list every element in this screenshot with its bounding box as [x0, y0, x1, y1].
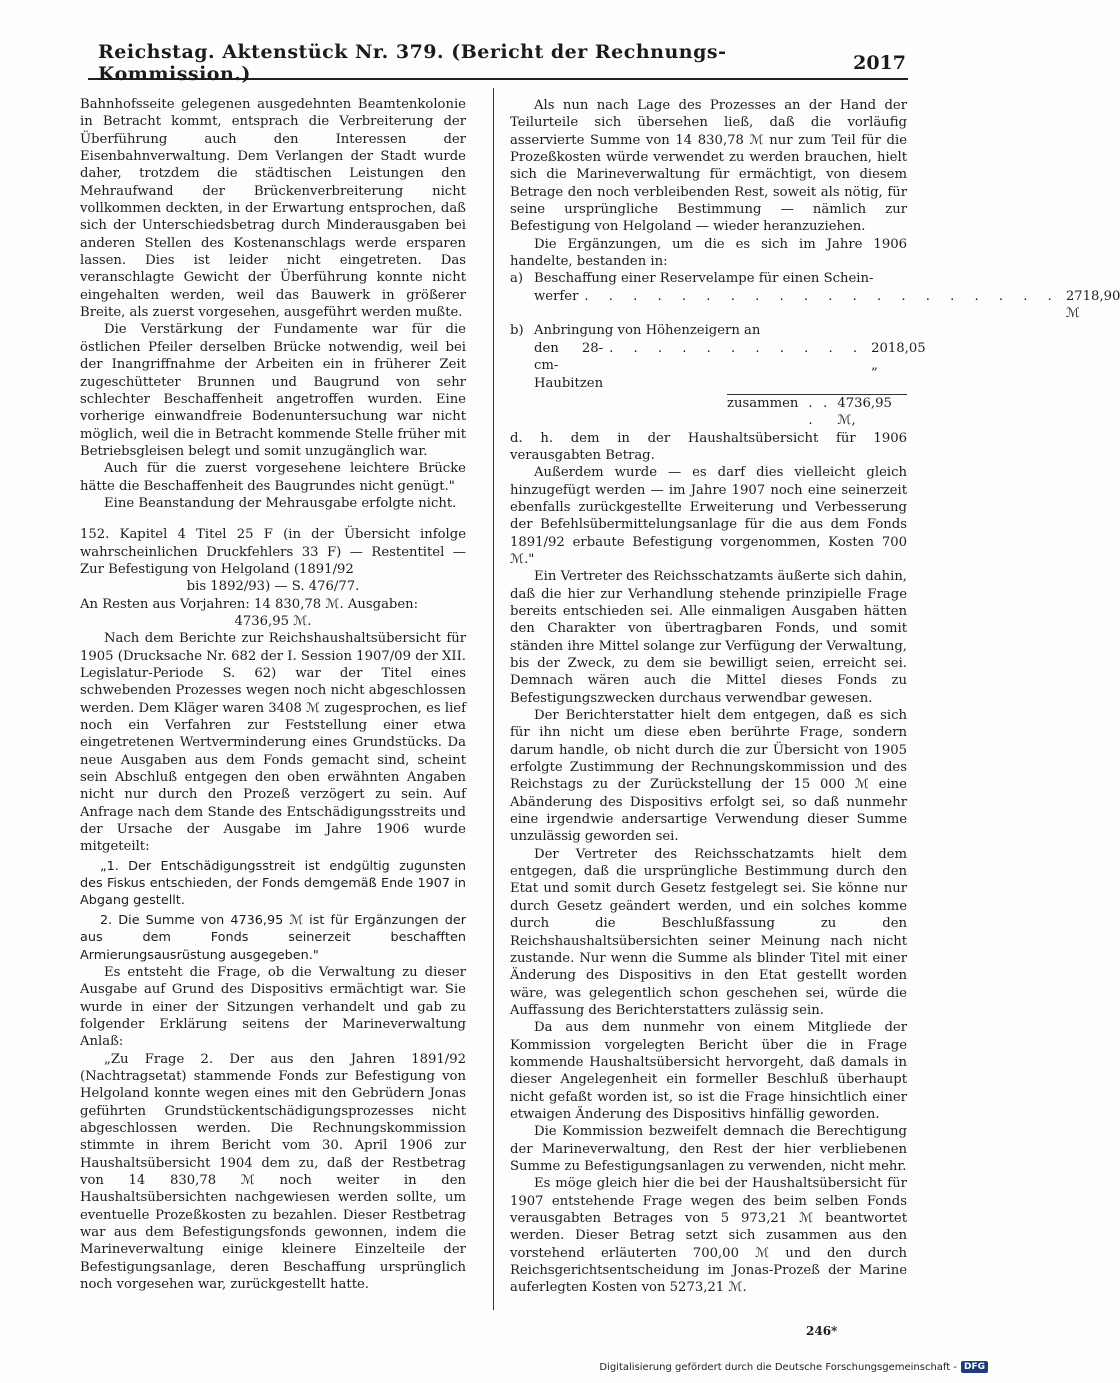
paragraph: Ein Vertreter des Reichsschatzamts äußerte sich dahin, daß die hier zur Verhandlung stehende prinzipielle Frage bereits entschieden sei. Alle einmaligen Ausgaben hätten den Charakter von übertragbaren Fonds, und somit ständen ihre Mittel solange zur Verfügung der Verwaltung, bis der Zweck, zu dem sie bewilligt seien, erreicht sei. Demnach wären auch die Mittel dieses Fonds zu Befestigungszwecken durchaus verwendbar gewesen. [510, 569, 907, 706]
footer [599, 1361, 988, 1373]
list-item [510, 270, 907, 287]
column-divider [493, 88, 494, 1310]
list-marker: b) [510, 323, 524, 339]
section-amounts [80, 596, 466, 631]
paragraph: d. h. dem in der Haushaltsübersicht für 1906 verausgabten Betrag. [510, 430, 907, 463]
paragraph: Bahnhofsseite gelegenen ausgedehnten Beamtenkolonie in Betracht kommt, entsprach die Verbreiterung der Überführung auch den Interessen der Eisenbahnverwaltung. Dem Verlangen der Stadt wurde daher, trotzdem die städtischen Leistungen den Mehraufwand der Brückenverbreiterung nicht vollkommen deckten, in der Erwartung entsprochen, daß sich der Unterschiedsbetrag durch Minderausgaben bei anderen Stellen des Kostenanschlags werde ersparen lassen. Dies ist leider nicht eingetreten. Das veranschlagte Gewicht der Überführung konnte nicht eingehalten werden, weil das Bauwerk in größerer Breite, als zuerst vorgesehen, ausgeführt werden mußte. [80, 97, 466, 321]
dfg-logo-icon: DFG [961, 1361, 988, 1373]
list-amount: 2018,05 „ [871, 340, 926, 374]
footer-text: Digitalisierung gefördert durch die Deutsche Forschungsgemeinschaft - [599, 1361, 957, 1373]
paragraph: Eine Beanstandung der Mehrausgabe erfolgte nicht. [104, 495, 457, 511]
amounts-total: 4736,95 ℳ. [234, 613, 312, 629]
paragraph: Die Kommission bezweifelt demnach die Berechtigung der Marineverwaltung, den Rest der hier verbliebenen Summe zu Befestigungsanlagen zu verwenden, nicht mehr. [510, 1124, 907, 1174]
header-title: Reichstag. Aktenstück Nr. 379. (Bericht der Rechnungs-Kommission.) [98, 41, 727, 85]
list-amount-row: werfer . . . . . . . . . . . . . . . . . . . . 2718,90 ℳ [534, 288, 1120, 322]
paragraph: Als nun nach Lage des Prozesses an der Hand der Teilurteile sich übersehen ließ, daß die vorläufig asservierte Summe von 14 830,78 ℳ nur zum Teil für die Prozeßkosten würde verwendet zu werden brauchen, hielt sich die Marineverwaltung für ermächtigt, von diesem Betrage den noch verbleibenden Rest, soweit als nötig, für seine ursprüngliche Bestimmung — nämlich zur Befestigung von Helgoland — wieder heranzuziehen. [510, 98, 907, 235]
paragraph: Nach dem Berichte zur Reichshaushaltsübersicht für 1905 (Drucksache Nr. 682 der I. Session 1907/09 der XII. Legislatur-Periode S. 62) war der Titel eines schwebenden Prozesses wegen noch nicht abgeschlossen werden. Dem Kläger waren 3408 ℳ zugesprochen, es lief noch ein Verfahren zur Feststellung einer etwa eingetretenen Wertverminderung eines Grundstücks. Da neue Ausgaben aus dem Fonds gemacht sind, scheint sein Abschluß entgegen den oben erwähnten Angaben nicht nur durch den Prozeß verzögert zu sein. Auf Anfrage nach dem Stande des Entschädigungsstreits und der Ursache der Ausgabe im Jahre 1906 wurde mitgeteilt: [80, 631, 466, 855]
paragraph: Die Ergänzungen, um die es sich im Jahre 1906 handelte, bestanden in: [510, 236, 907, 270]
list-text: Beschaffung einer Reservelampe für einen Schein- [534, 271, 874, 287]
quoted-item: 2. Die Summe von 4736,95 ℳ ist für Ergänzungen der aus dem Fonds seinerzeit beschafften Armierungsausrüstung ausgegeben." [80, 912, 466, 963]
paragraph: Die Verstärkung der Fundamente war für die östlichen Pfeiler derselben Brücke notwendig, weil bei der Inangriffnahme der Arbeiten ein in früherer Zeit zugeschütteter Brunnen und Baugrund von sehr schlechter Beschaffenheit angetroffen wurden. Eine vorherige einwandfreie Bodenuntersuchung war nicht möglich, weil die in Betracht kommende Stelle früher mit Betriebsgleisen belegt und somit unzugänglich war. [80, 322, 466, 459]
section-heading-text: 152. Kapitel 4 Titel 25 F (in der Übersicht infolge wahrscheinlichen Druckfehlers 33 F) — Restentitel — Zur Befestigung von Helgoland (1891/92 [80, 527, 466, 577]
list-marker: a) [510, 271, 524, 287]
running-header [88, 41, 908, 85]
list-item [510, 322, 907, 339]
paragraph: Der Vertreter des Reichsschatzamts hielt dem entgegen, daß die ursprüngliche Bestimmung durch den Etat und somit durch Gesetz festgelegt sei. Sie könne nur durch Gesetz geändert werden, und ein solches komme durch die Beschlußfassung zu den Reichshaushaltsübersichten seiner Meinung nach nicht zustande. Nur wenn die Summe als blinder Titel mit einer Änderung des Dispositivs in den Etat gestellt worden wäre, was gelegentlich schon geschehen sei, würde die Auffassung des Berichterstatters zulässig sein. [510, 846, 907, 1018]
right-column [510, 97, 1120, 1297]
sum-row: zusammen . . . 4736,95 ℳ, [727, 394, 907, 430]
paragraph: Es entsteht die Frage, ob die Verwaltung zu dieser Ausgabe auf Grund des Dispositivs ermächtigt war. Sie wurde in einer der Sitzungen verhandelt und gab zu folgender Erklärung seitens der Marineverwaltung Anlaß: [80, 964, 466, 1050]
list-amount: 2718,90 ℳ [1065, 288, 1120, 322]
list-text: werfer [534, 288, 579, 304]
list-text: den 28-cm-Haubitzen [534, 340, 604, 391]
sheet-number: 246* [806, 1324, 838, 1338]
paragraph: Es möge gleich hier die bei der Haushaltsübersicht für 1907 entstehende Frage wegen des beim selben Fonds verausgabten Betrages von 5 973,21 ℳ beantwortet werden. Dieser Betrag setzt sich zusammen aus den vorstehend erläuterten 700,00 ℳ und den durch Reichsgerichtsentscheidung im Jonas-Prozeß der Marine auferlegten Kosten von 5273,21 ℳ. [510, 1176, 907, 1296]
list-text: Anbringung von Höhenzeigern an [534, 323, 761, 339]
paragraph: Außerdem wurde — es darf dies vielleicht gleich hinzugefügt werden — im Jahre 1907 noch eine seinerzeit ebenfalls zurückgestellte Erweiterung und Verbesserung der Befehlsübermittelungsanlage für die aus dem Fonds 1891/92 erbaute Befestigung vorgenommen, Kosten 700 ℳ." [510, 465, 907, 567]
paragraph: Der Berichterstatter hielt dem entgegen, daß es sich für ihn nicht um diese eben berührte Frage, sondern darum handle, ob nicht durch die zur Übersicht von 1905 erfolgte Zustimmung der Rechnungskommission und des Reichstags zu der Zurückstellung der 15 000 ℳ eine Abänderung des Dispositivs erfolgt sei, so daß nunmehr eine irgendwie andersartige Verwendung dieser Summe unzulässig geworden sei. [510, 708, 907, 845]
section-heading-last: bis 1892/93) — S. 476/77. [186, 579, 360, 595]
paragraph: Da aus dem nunmehr von einem Mitgliede der Kommission vorgelegten Bericht über die in Frage kommende Haushaltsübersicht hervorgeht, daß damals in dieser Angelegenheit ein formeller Beschluß überhaupt nicht gefaßt worden ist, so ist die Frage hinsichtlich einer etwaigen Änderung des Dispositivs hinfällig geworden. [510, 1020, 907, 1122]
left-column [80, 96, 466, 1293]
quoted-item: „1. Der Entschädigungsstreit ist endgültig zugunsten des Fiskus entschieden, der Fonds demgemäß Ende 1907 in Abgang gestellt. [80, 858, 466, 909]
page-number: 2017 [853, 52, 906, 74]
sum-amount: 4736,95 ℳ, [837, 395, 892, 429]
sum-label: zusammen [727, 395, 799, 411]
section-heading [80, 526, 466, 595]
amounts-line: An Resten aus Vorjahren: 14 830,78 ℳ. Ausgaben: [80, 596, 419, 612]
paragraph: „Zu Frage 2. Der aus den Jahren 1891/92 (Nachtragsetat) stammende Fonds zur Befestigung von Helgoland konnte wegen eines mit den Gebrüdern Jonas geführten Grundstückentschädigungsprozesses nicht abgeschlossen werden. Die Rechnungskommission stimmte in ihrem Bericht vom 30. April 1906 zur Haushaltsübersicht 1904 dem zu, daß der Restbetrag von 14 830,78 ℳ noch weiter in den Haushaltsübersichten nachgewiesen werden sollte, um eventuelle Prozeßkosten zu bezahlen. Dieser Restbetrag war aus dem Befestigungsfonds gewonnen, indem die Marineverwaltung einige kleinere Einzelteile der Befestigungsanlage, deren Beschaffung ursprünglich noch vorgesehen war, zurückgestellt hatte. [80, 1051, 466, 1293]
paragraph: Auch für die zuerst vorgesehene leichtere Brücke hätte die Beschaffenheit des Baugrundes nicht genügt." [80, 461, 466, 494]
list-amount-row: den 28-cm-Haubitzen . . . . . . . . . . . 2018,05 „ [534, 340, 926, 391]
